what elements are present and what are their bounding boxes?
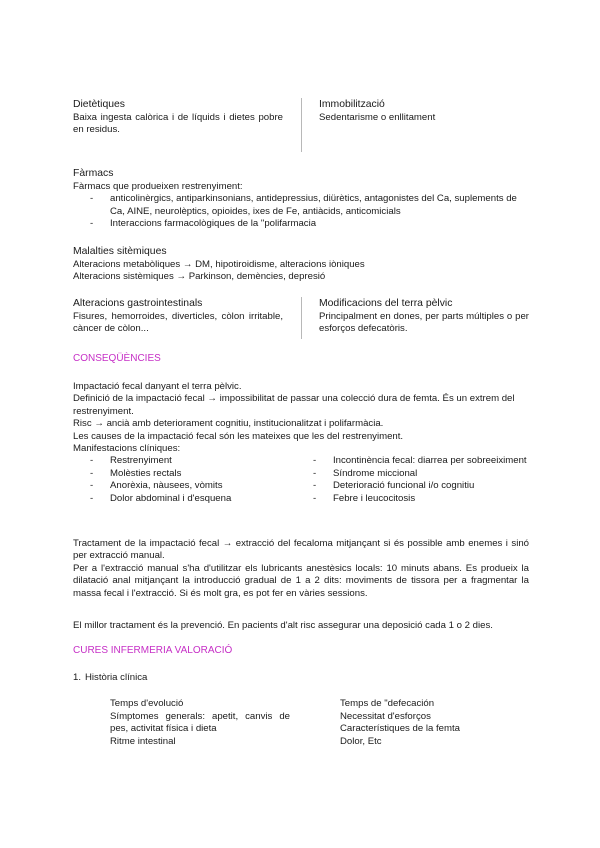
section-tractament — [73, 538, 529, 600]
historia-columns — [73, 698, 529, 748]
tractament-text-1: Tractament de la impactació fecal → extracció del fecaloma mitjançant si és possible amb enemes i sinó per extracció manual. — [73, 538, 529, 562]
consequencies-heading: CONSEQÜÈNCIES — [73, 353, 161, 364]
immobilitzacio-column — [302, 98, 529, 152]
section-gastro-terra-pelvic — [73, 297, 529, 339]
malalties-title: Malalties sitèmiques — [73, 246, 167, 257]
consequencies-line5: Manifestacions clíniques: — [73, 443, 181, 455]
list-item: Dolor, Etc — [340, 735, 382, 747]
section-farmacs — [73, 167, 529, 231]
immobilitzacio-title: Immobilització — [319, 99, 385, 110]
consequencies-line4: Les causes de la impactació fecal són les mateixes que les del restrenyiment. — [73, 430, 404, 442]
terra-pelvic-text: Principalment en dones, per parts múltiples o per esforços defecatòris. — [319, 311, 529, 335]
section-consequencies — [73, 352, 529, 505]
list-item: Símptomes generals: apetit, canvis de pes, activitat física i dieta — [110, 710, 290, 735]
section-prevencio — [73, 620, 529, 632]
historia-title-line — [73, 672, 529, 684]
terra-pelvic-column — [302, 297, 529, 339]
section-malalties — [73, 245, 529, 284]
list-item: - Deterioració funcional i/o cognitiu — [301, 480, 529, 492]
list-item: - Molèsties rectals — [73, 468, 301, 480]
consequencies-line2: Definició de la impactació fecal → impossibilitat de passar una colecció dura de femta. És un extrem del restrenyiment. — [73, 393, 515, 417]
list-item: - Febre i leucocitosis — [301, 493, 529, 505]
dietetiques-text: Baixa ingesta calòrica i de líquids i dietes pobre en residus. — [73, 112, 283, 136]
list-item: - Dolor abdominal i d'esquena — [73, 493, 301, 505]
list-item: Característiques de la femta — [340, 723, 460, 735]
historia-number: 1. — [73, 672, 82, 683]
farmacs-list — [73, 193, 529, 230]
gastro-title: Alteracions gastrointestinals — [73, 298, 203, 309]
list-item: - Interaccions farmacològiques de la "polifarmacia — [73, 218, 529, 230]
malalties-line1: Alteracions metabòliques → DM, hipotiroidisme, alteracions iòniques — [73, 259, 365, 270]
immobilitzacio-text: Sedentarisme o enllitament — [319, 112, 436, 123]
section-cures — [73, 644, 529, 657]
list-item: - Restrenyiment — [73, 455, 301, 467]
section-dietetiques-immobilitzacio — [73, 98, 529, 152]
list-item: - Anorèxia, nàusees, vòmits — [73, 480, 301, 492]
dietetiques-title: Dietètiques — [73, 99, 125, 110]
manifestacions-left — [73, 455, 301, 505]
list-item: Necessitat d'esforços — [340, 710, 431, 722]
consequencies-line1: Impactació fecal danyant el terra pèlvic. — [73, 381, 242, 392]
gastro-column — [73, 297, 301, 339]
tractament-text-2: Per a l'extracció manual s'ha d'utilitzar els lubricants anestèsics locals: 10 minuts abans. Es produeix la dilatació anal mitjançant la introducció gradual de 1 a 2 dits: moviments de tissora per a fragmentar la massa fecal i l'extracció. Si és molt gra, es pot fer en vàries sessions. — [73, 562, 529, 599]
malalties-line2: Alteracions sistèmiques → Parkinson, demències, depresió — [73, 271, 326, 283]
historia-right — [320, 698, 460, 748]
farmacs-intro: Fàrmacs que produeixen restrenyiment: — [73, 181, 243, 192]
dietetiques-column — [73, 98, 301, 152]
manifestacions-right — [301, 455, 529, 505]
terra-pelvic-title: Modificacions del terra pèlvic — [319, 298, 453, 309]
list-item: - Síndrome miccional — [301, 468, 529, 480]
manifestacions-list — [73, 455, 529, 505]
farmacs-title: Fàrmacs — [73, 168, 114, 179]
list-item: - anticolinèrgics, antiparkinsonians, antidepressius, diürètics, antagonistes del Ca, suplements de Ca, AINE, neurolèptics, opioides, ixes de Fe, antiàcids, anticomicials — [73, 193, 529, 218]
prevencio-text: El millor tractament és la prevenció. En pacients d'alt risc assegurar una deposició cada 1 o 2 dies. — [73, 620, 493, 631]
list-item: Temps de "defecación — [340, 698, 435, 710]
list-item: Temps d'evolució — [110, 698, 184, 710]
list-item: Ritme intestinal — [110, 735, 176, 747]
list-item: - Incontinència fecal: diarrea per sobreeiximent — [301, 455, 529, 467]
historia-title: Història clínica — [85, 672, 148, 683]
cures-heading: CURES INFERMERIA VALORACIÓ — [73, 645, 233, 656]
section-historia-clinica — [73, 672, 529, 748]
consequencies-line3: Risc → ancià amb deteriorament cognitiu, institucionalitzat i polifarmàcia. — [73, 418, 384, 430]
gastro-text: Fisures, hemorroides, diverticles, còlon irritable, càncer de còlon... — [73, 311, 283, 335]
historia-left — [110, 698, 320, 748]
